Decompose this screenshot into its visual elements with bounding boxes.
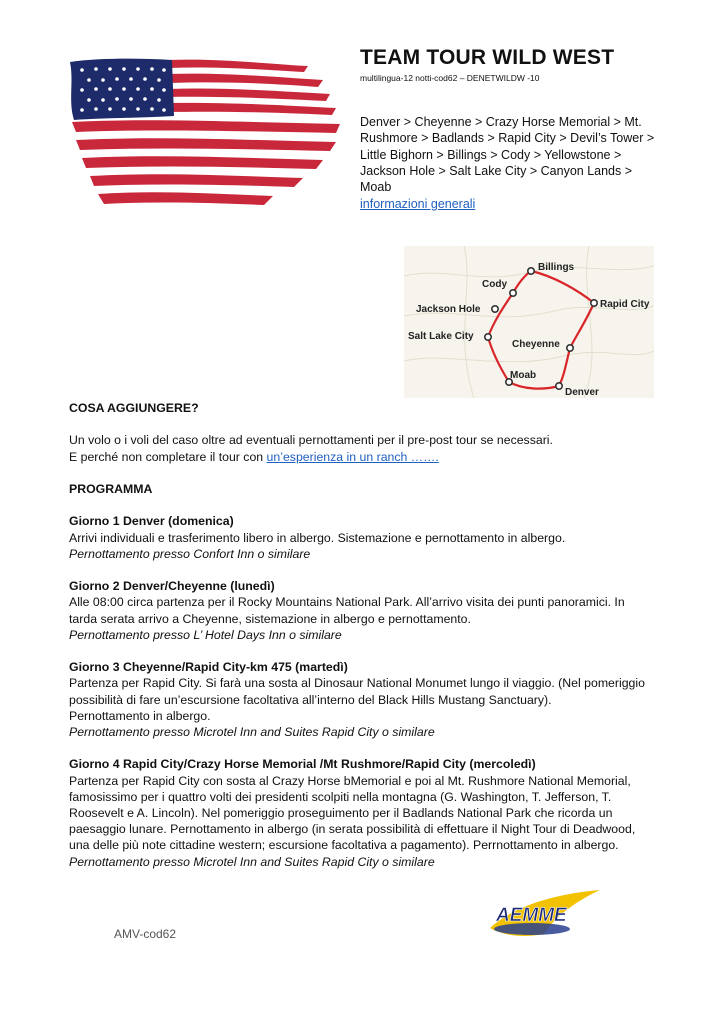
marker-cody (510, 290, 516, 296)
tour-code: multilingua-12 notti-cod62 – DENETWILDW -10 (360, 73, 540, 83)
label-billings: Billings (538, 262, 575, 273)
day-text: possibilità di fare un’escursione facoltativa all’interno del Black Hills Mustang Sanctuary). (69, 692, 552, 707)
day-text: Partenza per Rapid City con sosta al Crazy Horse bMemorial e poi al Mt. Rushmore National Memorial, (69, 773, 631, 788)
day-text: Roosevelt e A. Lincoln). Nel pomeriggio proseguimento per il Badlands National Park che ricorda un (69, 806, 613, 820)
marker-rapid-city (591, 300, 597, 306)
program-section (69, 481, 659, 870)
day-text: Arrivi individuali e trasferimento libero in albergo. Sistemazione e pernottamento in albergo. (69, 530, 566, 545)
day-1 (69, 513, 659, 562)
add-line-2 (69, 449, 659, 465)
marker-billings (528, 268, 534, 274)
label-denver: Denver (565, 387, 599, 398)
day-2 (69, 578, 659, 643)
aemme-logo (484, 888, 604, 940)
add-line-1: Un volo o i voli del caso oltre ad eventuali pernottamenti per il pre-post tour se necessari. (69, 433, 553, 448)
marker-jackson-hole (492, 306, 498, 312)
label-rapid-city: Rapid City (600, 299, 650, 310)
day-text: paesaggio lunare. Pernottamento in albergo (in serata possibilità di effettuare il Night Tour di Deadwood, (69, 822, 636, 837)
label-moab: Moab (510, 370, 537, 381)
day-text: Pernottamento in albergo. (69, 708, 211, 723)
route-map (404, 246, 654, 398)
marker-denver (556, 383, 562, 389)
day-stay: Pernottamento presso Confort Inn o similare (69, 546, 311, 561)
flag-canton (70, 59, 174, 120)
add-line-2-text: E perché non completare il tour con (69, 449, 267, 464)
day-title: Giorno 2 Denver/Cheyenne (lunedì) (69, 579, 275, 594)
day-stay: Pernottamento presso Microtel Inn and Suites Rapid City o similare (69, 854, 435, 869)
day-text: una delle più note cittadine western; escursione facoltativa a pagamento). Perrnottamento in albergo. (69, 838, 619, 853)
day-title: Giorno 3 Cheyenne/Rapid City-km 475 (martedì) (69, 660, 348, 675)
add-heading: COSA AGGIUNGERE? (69, 401, 199, 415)
day-3 (69, 659, 659, 740)
day-text: Partenza per Rapid City. Si farà una sosta al Dinosaur National Monumet lungo il viaggio. (Nel pomeriggio (69, 676, 645, 691)
add-section (69, 400, 659, 465)
day-text: tarda serata arrivo a Cheyenne, sistemazione in albergo e pernottamento. (69, 611, 471, 626)
general-info-link[interactable]: informazioni generali (360, 197, 476, 211)
day-stay: Pernottamento presso Microtel Inn and Suites Rapid City o similare (69, 725, 435, 739)
label-cody: Cody (482, 279, 507, 290)
day-title: Giorno 4 Rapid City/Crazy Horse Memorial /Mt Rushmore/Rapid City (mercoledì) (69, 757, 536, 772)
usa-flag-image (68, 56, 343, 212)
label-salt-lake-city: Salt Lake City (408, 331, 474, 342)
footer-code: AMV-cod62 (114, 927, 177, 941)
label-jackson-hole: Jackson Hole (416, 304, 481, 315)
logo-text: AEMME (496, 905, 567, 926)
ranch-experience-link[interactable]: un’esperienza in un ranch ……. (266, 449, 439, 464)
marker-cheyenne (567, 345, 573, 351)
program-heading: PROGRAMMA (69, 482, 153, 496)
day-stay: Pernottamento presso L’ Hotel Days Inn o similare (69, 627, 342, 642)
marker-salt-lake-city (485, 334, 491, 340)
day-4 (69, 756, 659, 869)
route-summary: Denver > Cheyenne > Crazy Horse Memorial > Mt. Rushmore > Badlands > Rapid City > Devil’s Tower > Little Bighorn > Billings > Cody > Yellowstone > Jackson Hole > Salt Lake City > Canyon Lands > Moab (360, 115, 655, 195)
day-text: famosissimo per i quattro volti dei presidenti scolpiti nella montagna (G. Washington, T. Jefferson, T. (69, 789, 612, 804)
day-text: Alle 08:00 circa partenza per il Rocky Mountains National Park. All’arrivo visita dei punti panoramici. In (69, 595, 625, 610)
label-cheyenne: Cheyenne (512, 339, 560, 350)
day-title: Giorno 1 Denver (domenica) (69, 514, 234, 529)
page-title: TEAM TOUR WILD WEST (360, 46, 615, 69)
